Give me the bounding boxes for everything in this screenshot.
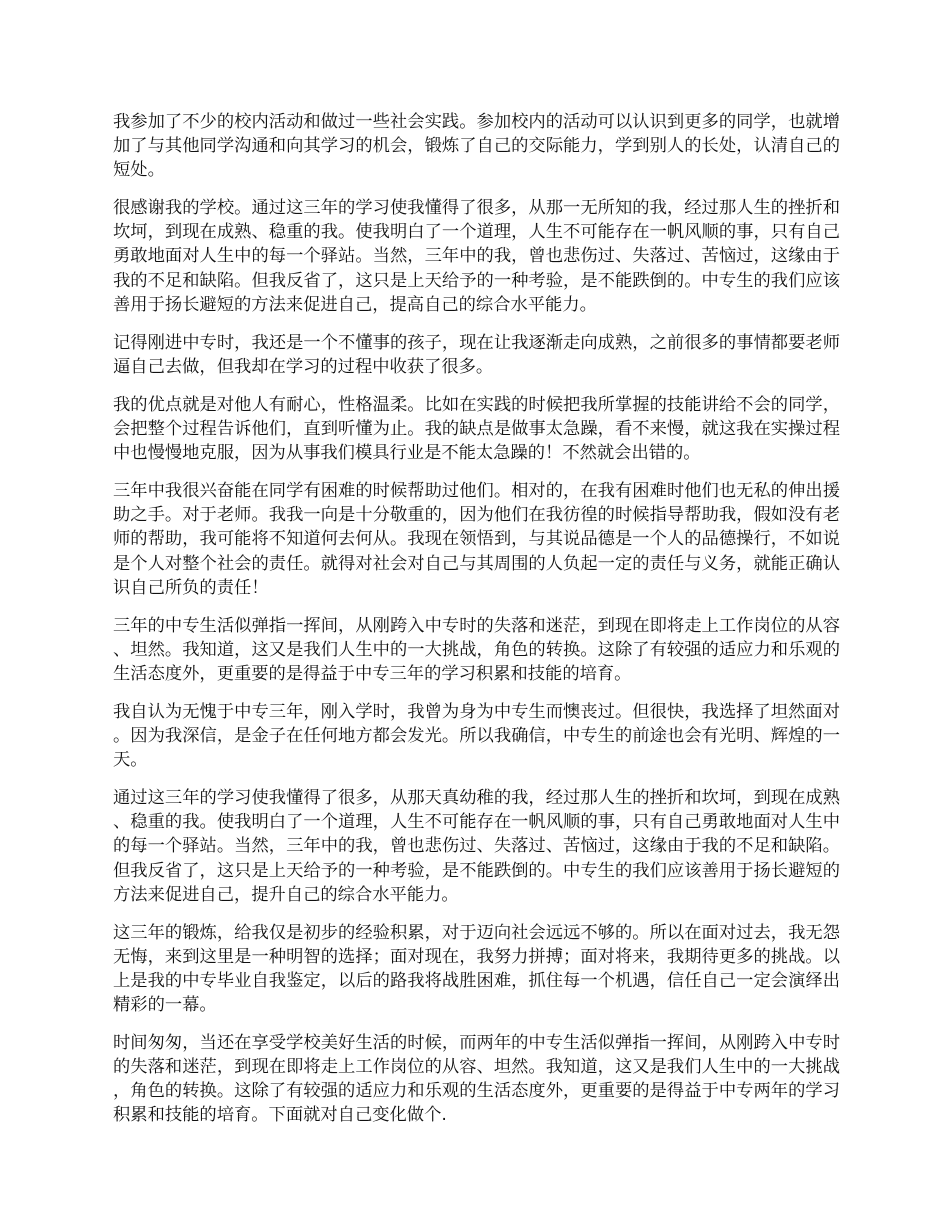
- paragraph-8: 通过这三年的学习使我懂得了很多，从那天真幼稚的我，经过那人生的挫折和坎坷，到现在成熟、稳重的我。使我明白了一个道理，人生不可能存在一帆风顺的事，只有自己勇敢地面对人生中的每一个驿站。当然，三年中的我，曾也悲伤过、失落过、苦恼过，这缘由于我的不足和缺陷。但我反省了，这只是上天给予的一种考验，是不能跌倒的。中专生的我们应该善用于扬长避短的方法来促进自己，提升自己的综合水平能力。: [113, 788, 840, 905]
- paragraph-1: 我参加了不少的校内活动和做过一些社会实践。参加校内的活动可以认识到更多的同学，也就增加了与其他同学沟通和向其学习的机会，锻炼了自己的交际能力，学到别人的长处，认清自己的短处。: [113, 112, 840, 181]
- paragraph-4: 我的优点就是对他人有耐心，性格温柔。比如在实践的时候把我所掌握的技能讲给不会的同学，会把整个过程告诉他们，直到听懂为止。我的缺点是做事太急躁，看不来慢，就这我在实操过程中也慢慢地克服，因为从事我们模具行业是不能太急躁的！不然就会出错的。: [113, 394, 840, 464]
- paragraph-5: 三年中我很兴奋能在同学有困难的时候帮助过他们。相对的，在我有困难时他们也无私的伸出援助之手。对于老师。我我一向是十分敬重的，因为他们在我彷徨的时候指导帮助我，假如没有老师的帮助，我可能将不知道何去何从。我现在领悟到，与其说品德是一个人的品德操行，不如说是个人对整个社会的责任。就得对社会对自己与其周围的人负起一定的责任与义务，就能正确认识自己所负的责任！: [113, 481, 840, 598]
- paragraph-2: 很感谢我的学校。通过这三年的学习使我懂得了很多，从那一无所知的我，经过那人生的挫折和坎坷，到现在成熟、稳重的我。使我明白了一个道理，人生不可能存在一帆风顺的事，只有自己勇敢地面对人生中的每一个驿站。当然，三年中的我，曾也悲伤过、失落过、苦恼过，这缘由于我的不足和缺陷。但我反省了，这只是上天给予的一种考验，是不能跌倒的。中专生的我们应该善用于扬长避短的方法来促进自己，提高自己的综合水平能力。: [113, 198, 840, 315]
- paragraph-7: 我自认为无愧于中专三年，刚入学时，我曾为身为中专生而懊丧过。但很快，我选择了坦然面对。因为我深信，是金子在任何地方都会发光。所以我确信，中专生的前途也会有光明、辉煌的一天。: [113, 701, 840, 771]
- document-body: [113, 110, 840, 1141]
- paragraph-9: 这三年的锻炼，给我仅是初步的经验积累，对于迈向社会远远不够的。所以在面对过去，我无怨无悔，来到这里是一种明智的选择；面对现在，我努力拼搏；面对将来，我期待更多的挑战。以上是我的中专毕业自我鉴定，以后的路我将战胜困难，抓住每一个机遇，信任自己一定会演绎出精彩的一幕。: [113, 922, 840, 1015]
- paragraph-10: 时间匆匆，当还在享受学校美好生活的时候，而两年的中专生活似弹指一挥间，从刚跨入中专时的失落和迷茫，到现在即将走上工作岗位的从容、坦然。我知道，这又是我们人生中的一大挑战，角色的转换。这除了有较强的适应力和乐观的生活态度外，更重要的是得益于中专两年的学习积累和技能的培育。下面就对自己变化做个.: [113, 1033, 840, 1126]
- paragraph-6: 三年的中专生活似弹指一挥间，从刚跨入中专时的失落和迷茫，到现在即将走上工作岗位的从容、坦然。我知道，这又是我们人生中的一大挑战，角色的转换。这除了有较强的适应力和乐观的生活态度外，更重要的是得益于中专三年的学习积累和技能的培育。: [113, 615, 840, 684]
- paragraph-3: 记得刚进中专时，我还是一个不懂事的孩子，现在让我逐渐走向成熟，之前很多的事情都要老师逼自己去做，但我却在学习的过程中收获了很多。: [113, 332, 840, 377]
